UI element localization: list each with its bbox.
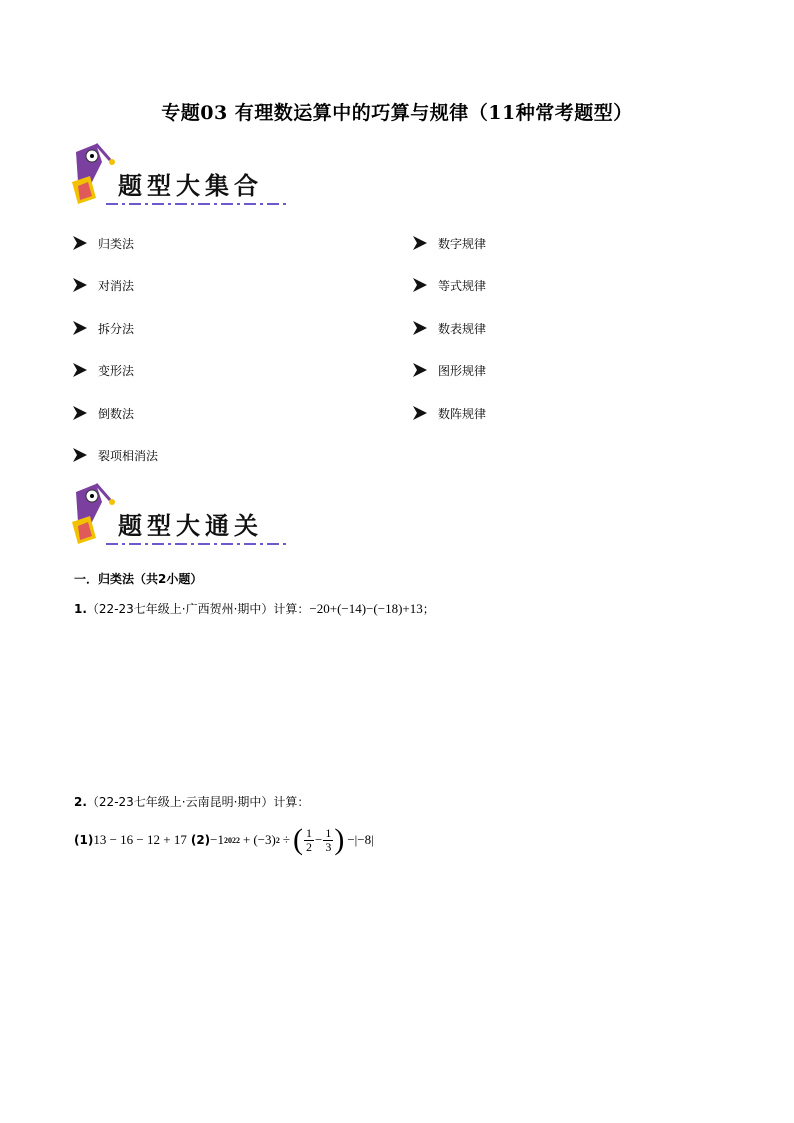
math-term: −1 (210, 832, 224, 847)
arrow-bullet-icon (412, 320, 428, 336)
question-number: 1. (74, 602, 87, 616)
part-label: (1) (74, 833, 94, 847)
type-item: 数字规律 (412, 232, 486, 254)
type-item: 裂项相消法 (72, 444, 158, 466)
math-expression: 13 − 16 − 12 + 17 (93, 832, 187, 847)
banner-question-types-collection (66, 142, 306, 212)
question-source: （22-23七年级上·云南昆明·期中）计算： (86, 795, 310, 809)
big-paren-right: ) (334, 823, 345, 856)
math-term: (−3) (253, 832, 276, 847)
fraction: $\frac{1}{3}$ (325, 825, 332, 854)
math-operator: ÷ (282, 832, 290, 847)
arrow-bullet-icon (412, 362, 428, 378)
arrow-bullet-icon (412, 235, 428, 251)
question-2 (74, 793, 309, 810)
banner-title: 题型大通关 (118, 511, 263, 540)
arrow-bullet-icon (412, 405, 428, 421)
type-item: 对消法 (72, 274, 134, 296)
page-title: 专题03 有理数运算中的巧算与规律（11种常考题型） (161, 102, 633, 124)
type-item: 变形法 (72, 359, 134, 381)
type-item: 归类法 (72, 232, 134, 254)
type-item: 图形规律 (412, 359, 486, 381)
math-expression: −20+(−14)−(−18)+13 (309, 601, 423, 616)
big-paren-left: ( (292, 823, 303, 856)
exponent: 2022 (224, 835, 240, 845)
arrow-bullet-icon (72, 235, 88, 251)
arrow-bullet-icon (72, 447, 88, 463)
type-item: 数表规律 (412, 317, 486, 339)
type-item: 拆分法 (72, 317, 134, 339)
section-heading: 一．归类法（共2小题） (74, 572, 203, 586)
question-number: 2. (74, 795, 87, 809)
banner-title: 题型大集合 (118, 171, 263, 200)
type-item: 数阵规律 (412, 402, 486, 424)
type-item: 倒数法 (72, 402, 134, 424)
question-2-parts (74, 820, 374, 860)
arrow-bullet-icon (72, 362, 88, 378)
math-term: −|−8| (347, 832, 374, 847)
question-1 (74, 600, 435, 617)
banner-question-types-practice (66, 482, 306, 552)
question-end: ； (422, 602, 435, 616)
exponent: 2 (275, 835, 280, 845)
arrow-bullet-icon (72, 277, 88, 293)
question-source: （22-23七年级上·广西贺州·期中）计算： (86, 602, 310, 616)
arrow-bullet-icon (412, 277, 428, 293)
fraction: $\frac{1}{2}$ (305, 825, 312, 854)
arrow-bullet-icon (72, 405, 88, 421)
arrow-bullet-icon (72, 320, 88, 336)
math-operator: + (243, 832, 251, 847)
math-operator: − (314, 832, 323, 847)
part-label: (2) (190, 833, 211, 847)
type-item: 等式规律 (412, 274, 486, 296)
